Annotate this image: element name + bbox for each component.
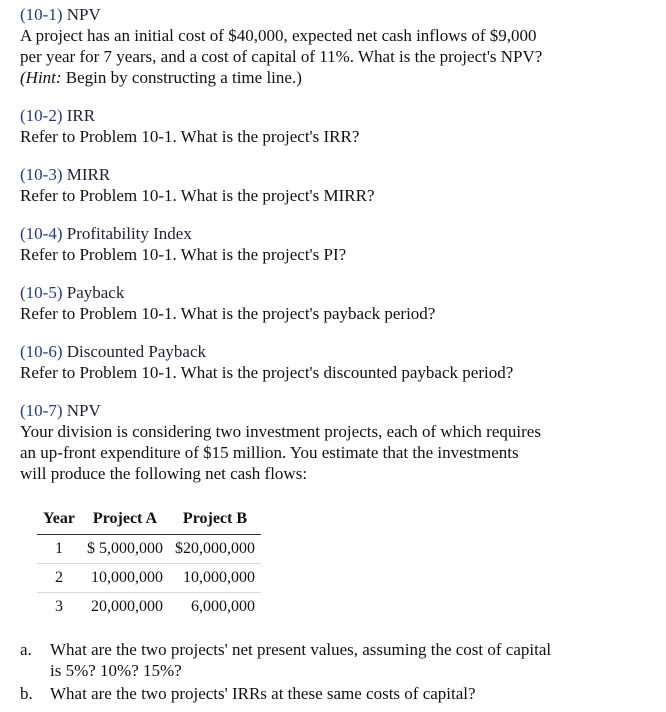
problem-text-line: per year for 7 years, and a cost of capital of 11%. What is the project's NPV? [20,47,543,66]
problem-number: (10-6) [20,342,63,361]
project-b-cell: 10,000,000 [169,564,261,593]
problem-10-1 [20,4,620,88]
project-b-cell: 6,000,000 [190,598,255,615]
question-text-line: is 5%? 10%? 15%? [50,661,182,680]
problem-title: MIRR [66,165,111,184]
problem-number: (10-1) [20,5,63,24]
table-row [37,535,261,564]
problem-title: NPV [66,401,101,420]
column-header-project-a: Project A [81,506,169,535]
problem-text: Refer to Problem 10-1. What is the project's PI? [20,245,347,264]
table-header-row [37,506,261,535]
problem-title: Payback [66,283,125,302]
problem-number: (10-2) [20,106,63,125]
question-text-line: What are the two projects' IRRs at these same costs of capital? [50,684,476,703]
problem-10-6 [20,341,620,383]
project-a-cell: $ 5,000,000 [81,535,169,564]
hint-text: Begin by constructing a time line.) [61,68,302,87]
hint-label: (Hint: [20,68,62,87]
problem-number: (10-3) [20,165,63,184]
problem-text: Refer to Problem 10-1. What is the project's payback period? [20,304,436,323]
problem-text: Refer to Problem 10-1. What is the project's discounted payback period? [20,363,514,382]
question-a [20,639,620,681]
problem-10-7 [20,400,620,484]
problem-text: Refer to Problem 10-1. What is the project's MIRR? [20,186,375,205]
project-a-cell: 20,000,000 [90,598,163,615]
question-b [20,683,620,704]
year-cell: 1 [37,535,81,564]
problem-number: (10-5) [20,283,63,302]
problem-text-line: A project has an initial cost of $40,000, expected net cash inflows of $9,000 [20,26,537,45]
problem-text-line: will produce the following net cash flows: [20,464,308,483]
problem-title: Discounted Payback [66,342,207,361]
question-label: b. [20,684,33,703]
problem-text-line: Your division is considering two investment projects, each of which requires [20,422,541,441]
problem-title: IRR [66,106,96,125]
problem-10-3 [20,164,620,206]
problem-text: Refer to Problem 10-1. What is the project's IRR? [20,127,360,146]
problem-number: (10-7) [20,401,63,420]
cash-flow-table [37,506,261,621]
problem-title: Profitability Index [66,224,192,243]
question-text-line: What are the two projects' net present values, assuming the cost of capital [50,640,552,659]
problem-10-5 [20,282,620,324]
project-b-cell: $20,000,000 [169,535,261,564]
problem-number: (10-4) [20,224,63,243]
year-cell: 3 [54,598,63,615]
year-cell: 2 [37,564,81,593]
table-row [37,593,261,622]
project-a-cell: 10,000,000 [81,564,169,593]
column-header-project-b: Project B [169,506,261,535]
problem-10-4 [20,223,620,265]
problem-title: NPV [66,5,101,24]
problem-10-2 [20,105,620,147]
question-label: a. [20,640,32,659]
column-header-year: Year [37,506,81,535]
table-row [37,564,261,593]
problem-text-line: an up-front expenditure of $15 million. You estimate that the investments [20,443,519,462]
